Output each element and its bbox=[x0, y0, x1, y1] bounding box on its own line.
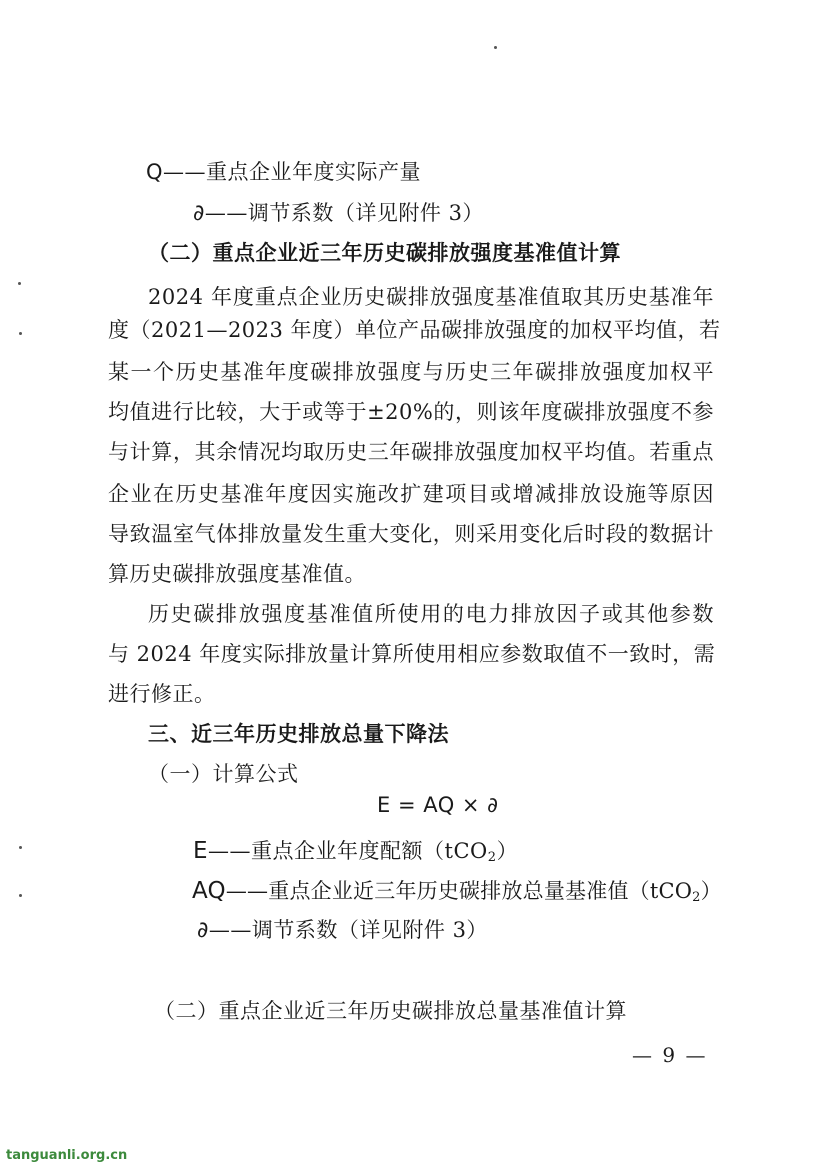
q-definition bbox=[146, 157, 421, 187]
adjustment-text: ——调节系数（详见附件 3） bbox=[204, 201, 484, 225]
e-definition bbox=[193, 836, 518, 866]
paragraph-1-line-6: 企业在历史基准年度因实施改扩建项目或增减排放设施等原因 bbox=[108, 482, 714, 506]
e-subscript: 2 bbox=[487, 850, 497, 865]
paragraph-1-line-4: 均值进行比较，大于或等于±20%的，则该年度碳排放强度不参 bbox=[108, 400, 714, 424]
paragraph-1-line-7: 导致温室气体排放量发生重大变化，则采用变化后时段的数据计 bbox=[108, 522, 714, 546]
scan-speck bbox=[18, 282, 21, 285]
aq-definition bbox=[192, 876, 722, 906]
paragraph-2-line-1: 历史碳排放强度基准值所使用的电力排放因子或其他参数 bbox=[148, 602, 714, 626]
formula: E = AQ × ∂ bbox=[377, 793, 499, 817]
section-2-heading: （二）重点企业近三年历史碳排放强度基准值计算 bbox=[148, 240, 621, 265]
adjustment-text: ——调节系数（详见附件 3） bbox=[208, 918, 488, 942]
paragraph-1-line-5: 与计算，其余情况均取历史三年碳排放强度加权平均值。若重点 bbox=[108, 440, 714, 464]
paragraph-2-line-3: 进行修正。 bbox=[108, 682, 216, 706]
scan-speck bbox=[19, 846, 22, 849]
section-3-heading: 三、近三年历史排放总量下降法 bbox=[148, 721, 449, 746]
aq-symbol: AQ bbox=[192, 878, 226, 904]
paragraph-1-line-2: 度（2021—2023 年度）单位产品碳排放强度的加权平均值，若 bbox=[108, 318, 721, 342]
subsection-2-heading: （二）重点企业近三年历史碳排放总量基准值计算 bbox=[154, 999, 627, 1023]
scan-speck bbox=[494, 46, 497, 49]
e-definition-tail: ） bbox=[496, 839, 519, 863]
paragraph-1-line-3: 某一个历史基准年度碳排放强度与历史三年碳排放强度加权平 bbox=[108, 360, 714, 384]
page-number: — 9 — bbox=[632, 1043, 708, 1067]
adjustment-coefficient-definition-2 bbox=[197, 915, 488, 946]
e-definition-text: ——重点企业年度配额（tCO bbox=[208, 839, 488, 863]
partial-symbol: ∂ bbox=[193, 201, 205, 226]
scan-speck bbox=[19, 332, 22, 335]
paragraph-1-line-1: 2024 年度重点企业历史碳排放强度基准值取其历史基准年 bbox=[148, 285, 714, 309]
e-symbol: E bbox=[193, 838, 209, 864]
paragraph-2-line-2: 与 2024 年度实际排放量计算所使用相应参数取值不一致时，需 bbox=[108, 642, 716, 666]
aq-definition-text: ——重点企业近三年历史碳排放总量基准值（tCO bbox=[225, 879, 693, 903]
subsection-1-heading: （一）计算公式 bbox=[148, 762, 299, 786]
scan-speck bbox=[19, 894, 22, 897]
q-symbol: Q bbox=[146, 160, 164, 184]
paragraph-1-line-8: 算历史碳排放强度基准值。 bbox=[108, 562, 366, 586]
adjustment-coefficient-definition bbox=[193, 198, 484, 229]
aq-definition-tail: ） bbox=[700, 879, 722, 903]
partial-symbol: ∂ bbox=[197, 918, 209, 943]
q-definition-text: ——重点企业年度实际产量 bbox=[163, 160, 422, 184]
watermark: tanguanli.org.cn bbox=[6, 1148, 128, 1163]
aq-subscript: 2 bbox=[692, 890, 701, 905]
